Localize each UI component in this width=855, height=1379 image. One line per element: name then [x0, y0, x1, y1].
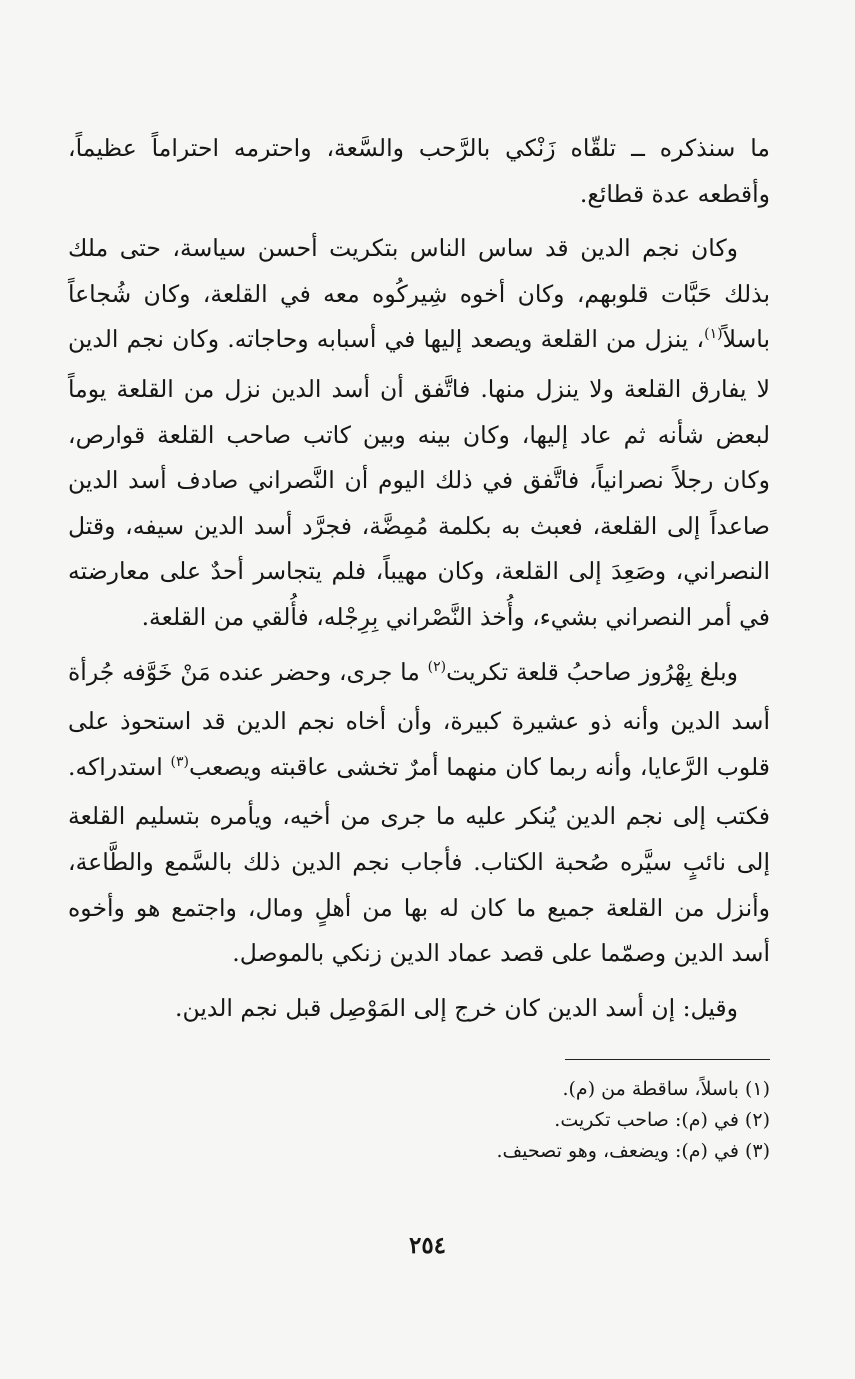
page-number: ٢٥٤ — [408, 1232, 447, 1259]
paragraph-1 — [68, 126, 770, 217]
footnote-ref-1[interactable]: (١) — [704, 326, 723, 343]
paragraph-4 — [68, 986, 770, 1032]
paragraph-2-text-b: ، ينزل من القلعة ويصعد إليها في أسبابه وحاجاته. وكان نجم الدين لا يفارق القلعة ولا ينزل منها. فاتَّفق أن أسد الدين نزل من القلعة يوماً لبعض شأنه ثم عاد إليها، وكان بينه وبين كاتب صاحب القلعة قوارص، وكان رجلاً نصرانياً، فاتَّفق في ذلك اليوم أن النَّصراني صادف أسد الدين صاعداً إلى القلعة، فعبث به بكلمة مُمِضَّة، فجرَّد أسد الدين سيفه، وقتل النصراني، وصَعِدَ إلى القلعة، وكان مهيباً، فلم يتجاسر أحدٌ على معارضته في أمر النصراني بشيء، وأُخذ النَّصْراني بِرِجْله، فأُلقي من القلعة. — [68, 325, 770, 631]
footnote-ref-2[interactable]: (٢) — [427, 658, 447, 675]
paragraph-3-text-b: ما جرى، وحضر عنده مَنْ خَوَّفه جُرأة أسد الدين وأنه ذو عشيرة كبيرة، وأن أخاه نجم الدين قد استحوذ على قلوب الرَّعايا، وأنه ربما كان منهما أمرٌ تخشى عاقبته ويصعب — [68, 657, 770, 781]
body-text — [68, 126, 770, 1031]
footnote-3: (٣) في (م): ويضعف، وهو تصحيف. — [496, 1140, 770, 1163]
paragraph-1-text: ما سنذكره ــ تلقّاه زَنْكي بالرَّحب والسَّعة، واحترمه احتراماً عظيماً، وأقطعه عدة قطائع. — [68, 134, 770, 208]
footnote-2: (٢) في (م): صاحب تكريت. — [554, 1109, 770, 1132]
paragraph-3-text-a: وبلغ بِهْرُوز صاحبُ قلعة تكريت — [446, 657, 738, 686]
paragraph-2 — [68, 226, 770, 640]
footnote-ref-3[interactable]: (٣) — [170, 753, 190, 770]
footnote-1: (١) باسلاً، ساقطة من (م). — [562, 1078, 770, 1101]
footnotes — [68, 1074, 770, 1167]
paragraph-3 — [68, 650, 770, 977]
paragraph-2-text-a: وكان نجم الدين قد ساس الناس بتكريت أحسن سياسة، حتى ملك بذلك حَبَّات قلوبهم، وكان أخوه شِيركُوه معه في القلعة، وكان شُجاعاً باسلاً — [68, 234, 770, 354]
paragraph-4-text: وقيل: إن أسد الدين كان خرج إلى المَوْصِل قبل نجم الدين. — [175, 993, 738, 1022]
footnote-divider — [565, 1059, 770, 1060]
paragraph-3-text-c: استدراكه. فكتب إلى نجم الدين يُنكر عليه ما جرى من أخيه، ويأمره بتسليم القلعة إلى نائبٍ سيَّره صُحبة الكتاب. فأجاب نجم الدين ذلك بالسَّمع والطَّاعة، وأنزل من القلعة جميع ما كان له بها من أهلٍ ومال، واجتمع هو وأخوه أسد الدين وصمّما على قصد عماد الدين زنكي بالموصل. — [68, 752, 770, 968]
